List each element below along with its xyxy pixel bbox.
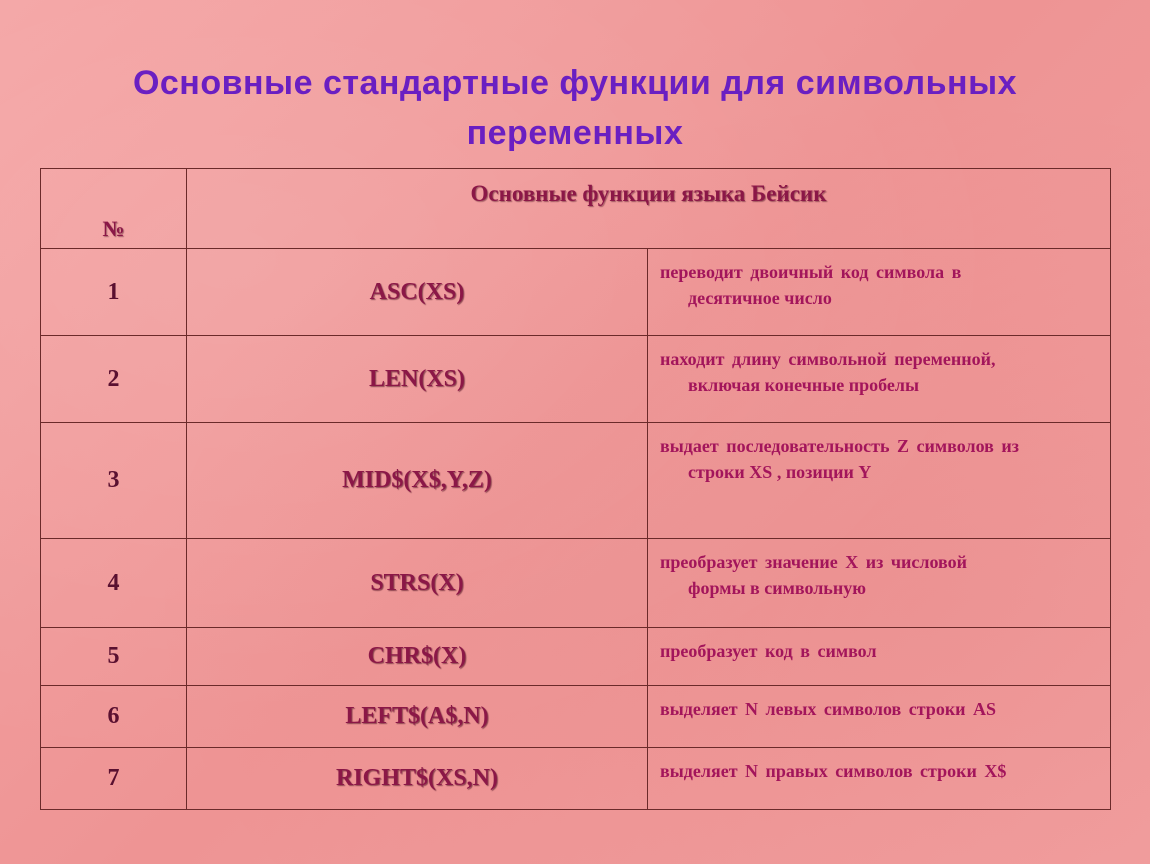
function-description bbox=[648, 336, 1111, 423]
description-line-1: переводит двоичный код символа в bbox=[660, 262, 962, 282]
description-line-1: преобразует код в символ bbox=[660, 641, 877, 661]
row-number: 4 bbox=[41, 539, 187, 628]
function-name: CHR$(X) bbox=[187, 628, 648, 686]
description-line-1: преобразует значение X из числовой bbox=[660, 552, 968, 572]
table-header-row bbox=[41, 169, 1111, 249]
title-line-1: Основные стандартные функции для символьных bbox=[132, 64, 1018, 102]
description-line-2: включая конечные пробелы bbox=[688, 375, 920, 395]
table-row bbox=[41, 748, 1111, 810]
description-line-2: строки XS , позиции Y bbox=[688, 462, 872, 482]
row-number: 5 bbox=[41, 628, 187, 686]
function-name: LEFT$(A$,N) bbox=[187, 686, 648, 748]
function-description bbox=[648, 686, 1111, 748]
row-number: 3 bbox=[41, 423, 187, 539]
title-line-2: переменных bbox=[466, 114, 684, 152]
description-line-1: выделяет N правых символов строки X$ bbox=[660, 761, 1007, 781]
description-line-2: десятичное число bbox=[688, 288, 832, 308]
function-description bbox=[648, 249, 1111, 336]
table-row bbox=[41, 249, 1111, 336]
function-description bbox=[648, 748, 1111, 810]
description-line-1: выдает последовательность Z символов из bbox=[660, 436, 1019, 456]
row-number: 6 bbox=[41, 686, 187, 748]
table-row bbox=[41, 336, 1111, 423]
function-name: STRS(X) bbox=[187, 539, 648, 628]
description-line-1: выделяет N левых символов строки AS bbox=[660, 699, 997, 719]
table-row bbox=[41, 539, 1111, 628]
function-description bbox=[648, 423, 1111, 539]
table-row bbox=[41, 423, 1111, 539]
row-number: 7 bbox=[41, 748, 187, 810]
description-line-2: формы в символьную bbox=[688, 578, 866, 598]
function-name: LEN(XS) bbox=[187, 336, 648, 423]
row-number: 1 bbox=[41, 249, 187, 336]
function-description bbox=[648, 628, 1111, 686]
row-number: 2 bbox=[41, 336, 187, 423]
table-row bbox=[41, 686, 1111, 748]
header-number: № bbox=[41, 169, 187, 249]
functions-table bbox=[40, 168, 1111, 810]
function-name: MID$(X$,Y,Z) bbox=[187, 423, 648, 539]
function-description bbox=[648, 539, 1111, 628]
header-title: Основные функции языка Бейсик bbox=[187, 169, 1111, 249]
slide-title bbox=[60, 58, 1090, 158]
function-name: RIGHT$(XS,N) bbox=[187, 748, 648, 810]
table-row bbox=[41, 628, 1111, 686]
function-name: ASC(XS) bbox=[187, 249, 648, 336]
description-line-1: находит длину символьной переменной, bbox=[660, 349, 996, 369]
